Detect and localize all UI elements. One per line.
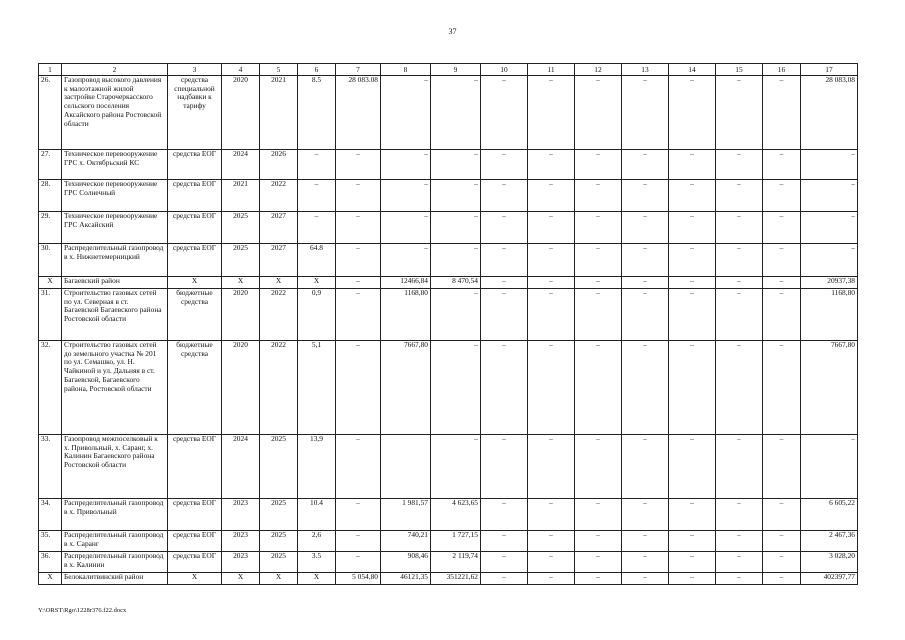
table-cell: – [336, 277, 381, 289]
table-cell: средства ЕОГ [168, 499, 222, 531]
table-cell: бюджетные средства [168, 341, 222, 435]
table-cell: – [528, 531, 575, 552]
table-cell: – [528, 150, 575, 180]
table-cell: – [298, 150, 336, 180]
table-cell: – [622, 289, 669, 341]
table-cell: – [622, 552, 669, 573]
table-cell: – [431, 212, 481, 244]
table-cell: 2,6 [298, 531, 336, 552]
table-cell: 1 727,15 [431, 531, 481, 552]
table-cell: – [575, 341, 622, 435]
table-cell: – [481, 531, 528, 552]
table-cell: – [336, 289, 381, 341]
table-cell: – [669, 212, 716, 244]
table-cell: 2025 [260, 531, 298, 552]
table-cell: – [575, 277, 622, 289]
investment-table [38, 63, 858, 585]
table-cell: – [801, 212, 858, 244]
table-cell: – [481, 289, 528, 341]
table-cell: средства ЕОГ [168, 435, 222, 499]
table-cell: средства ЕОГ [168, 244, 222, 277]
table-cell: 4 623,65 [431, 499, 481, 531]
table-cell: – [528, 180, 575, 212]
table-cell: 33. [39, 435, 62, 499]
table-cell: – [622, 180, 669, 212]
table-cell: 2024 [222, 435, 260, 499]
table-cell: Распределительный газопровод в х. Калинин [62, 552, 168, 573]
table-cell: – [431, 435, 481, 499]
table-cell: 31. [39, 289, 62, 341]
table-cell: – [336, 150, 381, 180]
table-cell: – [716, 573, 763, 585]
table-cell: – [528, 244, 575, 277]
table-cell: – [336, 499, 381, 531]
table-cell: 28 083.08 [336, 76, 381, 150]
table-cell: – [716, 180, 763, 212]
column-number-cell: 6 [298, 64, 336, 76]
table-cell: 46121,35 [381, 573, 431, 585]
table-cell: – [801, 180, 858, 212]
table-cell: Х [222, 277, 260, 289]
table-cell: 1168,80 [381, 289, 431, 341]
table-cell: – [481, 341, 528, 435]
table-cell: 2020 [222, 76, 260, 150]
table-cell: 12466,84 [381, 277, 431, 289]
table-cell: – [801, 150, 858, 180]
table-cell: Х [168, 573, 222, 585]
table-cell: 30. [39, 244, 62, 277]
table-cell: – [669, 435, 716, 499]
table-cell: Газопровод межпоселковый к х. Привольный, х. Саранг, х. Калинин Багаевского района Ростовской области [62, 435, 168, 499]
table-row [39, 499, 858, 531]
table-cell: 34. [39, 499, 62, 531]
column-number-cell: 14 [669, 64, 716, 76]
table-cell: 2024 [222, 150, 260, 180]
table-cell: 2025 [260, 499, 298, 531]
table-cell: – [481, 573, 528, 585]
table-cell: средства ЕОГ [168, 531, 222, 552]
column-number-cell: 9 [431, 64, 481, 76]
table-cell: 2020 [222, 341, 260, 435]
table-cell: – [381, 180, 431, 212]
table-cell: 7667,80 [801, 341, 858, 435]
table-cell: средства специальной надбавки к тарифу [168, 76, 222, 150]
table-cell: – [381, 76, 431, 150]
table-cell: 2 119,74 [431, 552, 481, 573]
column-number-cell: 10 [481, 64, 528, 76]
table-cell: – [481, 76, 528, 150]
table-cell: Техническое перевооружение ГРС Аксайский [62, 212, 168, 244]
table-cell: – [481, 212, 528, 244]
table-cell: средства ЕОГ [168, 552, 222, 573]
table-cell: – [336, 435, 381, 499]
column-number-cell: 2 [62, 64, 168, 76]
table-cell: – [669, 499, 716, 531]
table-cell: – [716, 435, 763, 499]
table-cell: Газопровод высокого давления к малоэтажной жилой застройке Старочеркасского сельского поселения Аксайского района Ростовской области [62, 76, 168, 150]
table-cell: – [622, 341, 669, 435]
table-row [39, 244, 858, 277]
table-cell: – [575, 76, 622, 150]
table-cell: – [716, 499, 763, 531]
table-cell: – [622, 244, 669, 277]
table-cell: средства ЕОГ [168, 212, 222, 244]
table-cell: – [763, 150, 801, 180]
table-cell: – [716, 552, 763, 573]
table-cell: – [716, 212, 763, 244]
column-number-cell: 15 [716, 64, 763, 76]
table-cell: Х [298, 277, 336, 289]
table-cell: Техническое перевооружение ГРС х. Октябрьский КС [62, 150, 168, 180]
table-cell: Х [222, 573, 260, 585]
column-number-cell: 4 [222, 64, 260, 76]
table-cell: – [801, 435, 858, 499]
table-row [39, 289, 858, 341]
column-number-cell: 12 [575, 64, 622, 76]
table-cell: – [763, 277, 801, 289]
table-row [39, 212, 858, 244]
table-cell: – [431, 180, 481, 212]
table-cell: – [669, 277, 716, 289]
table-cell: 8 470,54 [431, 277, 481, 289]
table-cell: – [622, 573, 669, 585]
table-cell: – [763, 573, 801, 585]
table-cell: – [669, 76, 716, 150]
table-cell: Х [298, 573, 336, 585]
table-cell: Х [260, 277, 298, 289]
column-number-cell: 16 [763, 64, 801, 76]
table-row [39, 277, 858, 289]
table-cell: 35. [39, 531, 62, 552]
table-cell: – [481, 180, 528, 212]
table-cell: – [716, 341, 763, 435]
table-cell: – [481, 552, 528, 573]
table-cell: 32. [39, 341, 62, 435]
table-cell: – [575, 212, 622, 244]
table-cell: Строительство газовых сетей по ул. Северная в ст. Багаевской Багаевского района Ростовской области [62, 289, 168, 341]
table-cell: – [381, 244, 431, 277]
table-cell: – [336, 212, 381, 244]
table-cell: 20937,38 [801, 277, 858, 289]
table-cell: бюджетные средства [168, 289, 222, 341]
page-number: 37 [448, 27, 457, 36]
table-cell: – [336, 180, 381, 212]
table-cell: 6 605,22 [801, 499, 858, 531]
table-cell: 2025 [222, 212, 260, 244]
table-cell: 908,46 [381, 552, 431, 573]
table-cell: – [528, 573, 575, 585]
table-cell: 402397,77 [801, 573, 858, 585]
table-cell: – [669, 341, 716, 435]
table-cell: 28. [39, 180, 62, 212]
table-cell: – [669, 573, 716, 585]
table-cell: – [575, 180, 622, 212]
table-cell: – [716, 76, 763, 150]
table-cell: Х [39, 277, 62, 289]
table-cell: – [336, 531, 381, 552]
table-cell: 2021 [222, 180, 260, 212]
table-cell: – [298, 212, 336, 244]
table-cell: – [381, 150, 431, 180]
table-cell: 2 467,36 [801, 531, 858, 552]
table-cell: средства ЕОГ [168, 180, 222, 212]
table-cell: – [763, 289, 801, 341]
table-cell: – [622, 150, 669, 180]
table-cell: – [669, 289, 716, 341]
table-cell: 2022 [260, 341, 298, 435]
table-cell: – [528, 499, 575, 531]
table-cell: – [622, 277, 669, 289]
table-cell: – [801, 244, 858, 277]
table-cell: – [669, 180, 716, 212]
column-number-cell: 17 [801, 64, 858, 76]
table-cell: – [336, 244, 381, 277]
table-cell: 2025 [260, 435, 298, 499]
table-cell: – [575, 573, 622, 585]
table-cell: – [481, 435, 528, 499]
table-cell: – [431, 289, 481, 341]
table-cell: – [575, 499, 622, 531]
table-cell: – [528, 552, 575, 573]
table-cell: – [528, 341, 575, 435]
table-cell: – [763, 76, 801, 150]
table-cell: – [669, 150, 716, 180]
table-cell: – [669, 531, 716, 552]
table-row [39, 150, 858, 180]
table-cell: – [481, 499, 528, 531]
table-cell: 0,9 [298, 289, 336, 341]
table-cell: – [336, 552, 381, 573]
table-cell: 5 054,80 [336, 573, 381, 585]
table-cell: – [575, 244, 622, 277]
table-cell: – [336, 341, 381, 435]
table-cell: Багаевский район [62, 277, 168, 289]
table-cell: 2020 [222, 289, 260, 341]
table-cell: – [763, 499, 801, 531]
table-cell: 740,21 [381, 531, 431, 552]
table-cell: 2023 [222, 531, 260, 552]
table-cell: 1168,80 [801, 289, 858, 341]
table-cell: – [431, 150, 481, 180]
table-cell: – [716, 531, 763, 552]
table-cell: 8.5 [298, 76, 336, 150]
column-number-cell: 13 [622, 64, 669, 76]
table-cell: Распределительный газопровод в х. Привольный [62, 499, 168, 531]
table-cell: – [528, 435, 575, 499]
table-cell: 2025 [260, 552, 298, 573]
table-cell: – [298, 180, 336, 212]
table-cell: 5,1 [298, 341, 336, 435]
footer-file-path: Y:\ORST\Rgo\1228r376.f22.docx [38, 607, 127, 614]
table-cell: 2022 [260, 289, 298, 341]
table-row [39, 76, 858, 150]
column-number-cell: 7 [336, 64, 381, 76]
table-cell: 7667,80 [381, 341, 431, 435]
table-cell: Х [39, 573, 62, 585]
table-cell: – [575, 552, 622, 573]
table-cell: – [763, 341, 801, 435]
table-cell: – [622, 76, 669, 150]
table-cell: 2022 [260, 180, 298, 212]
table-cell: 3 028,20 [801, 552, 858, 573]
table-cell: – [763, 212, 801, 244]
table-cell: 36. [39, 552, 62, 573]
table-cell: – [763, 552, 801, 573]
table-cell: – [716, 150, 763, 180]
table-cell: – [669, 552, 716, 573]
table-cell: Белокалитвинский район [62, 573, 168, 585]
table-cell: Х [260, 573, 298, 585]
table-cell: – [622, 435, 669, 499]
table-cell: 2027 [260, 212, 298, 244]
column-number-cell: 11 [528, 64, 575, 76]
table-cell: – [528, 76, 575, 150]
table-cell: средства ЕОГ [168, 150, 222, 180]
table-cell: – [622, 212, 669, 244]
table-cell: 13,9 [298, 435, 336, 499]
table-cell: 351221,62 [431, 573, 481, 585]
table-cell: – [763, 180, 801, 212]
table-row [39, 435, 858, 499]
table-row [39, 180, 858, 212]
table-cell: 2026 [260, 150, 298, 180]
table-cell: 2021 [260, 76, 298, 150]
table-cell: 2025 [222, 244, 260, 277]
table-row [39, 573, 858, 585]
table-cell: – [528, 289, 575, 341]
table-body [39, 64, 858, 585]
table-cell: – [763, 435, 801, 499]
table-cell: – [528, 212, 575, 244]
table-cell: – [575, 531, 622, 552]
table-cell: – [481, 150, 528, 180]
table-cell: – [716, 244, 763, 277]
table-cell: – [528, 277, 575, 289]
table-cell: 64.8 [298, 244, 336, 277]
table-cell: – [716, 277, 763, 289]
column-number-cell: 1 [39, 64, 62, 76]
table-cell: – [763, 244, 801, 277]
table-cell: Х [168, 277, 222, 289]
table-cell: – [622, 499, 669, 531]
table-row [39, 531, 858, 552]
column-number-cell: 8 [381, 64, 431, 76]
table-cell: 10.4 [298, 499, 336, 531]
table-cell: 2023 [222, 552, 260, 573]
column-number-cell: 5 [260, 64, 298, 76]
column-number-cell: 3 [168, 64, 222, 76]
table-cell: 27. [39, 150, 62, 180]
table-cell: 26. [39, 76, 62, 150]
table-cell: Техническое перевооружение ГРС Солнечный [62, 180, 168, 212]
table-row [39, 341, 858, 435]
table-cell: 28 083,08 [801, 76, 858, 150]
table-cell: – [575, 150, 622, 180]
column-number-row [39, 64, 858, 76]
table-cell: 1 981,57 [381, 499, 431, 531]
table-cell: Строительство газовых сетей до земельного участка № 201 по ул. Семашко, ул. Н. Чайкиной и ул. Дальняя в ст. Багаевской, Багаевского района, Ростовской области [62, 341, 168, 435]
table-cell: Распределительный газопровод в х. Нижнетемерницкий [62, 244, 168, 277]
table-cell: – [431, 341, 481, 435]
table-cell: 3.5 [298, 552, 336, 573]
table-cell: – [622, 531, 669, 552]
table-cell: – [669, 244, 716, 277]
table-cell: 2023 [222, 499, 260, 531]
table-cell: – [575, 289, 622, 341]
table-cell: – [431, 76, 481, 150]
table-row [39, 552, 858, 573]
table-cell: – [381, 212, 431, 244]
table-cell: – [763, 531, 801, 552]
table-cell: – [481, 244, 528, 277]
table-cell: 29. [39, 212, 62, 244]
table-cell [381, 435, 431, 499]
table-cell: – [575, 435, 622, 499]
table-cell: – [431, 244, 481, 277]
table-cell: – [716, 289, 763, 341]
table-cell: 2027 [260, 244, 298, 277]
table-cell: Распределительный газопровод в х. Саранг [62, 531, 168, 552]
table-cell: – [481, 277, 528, 289]
